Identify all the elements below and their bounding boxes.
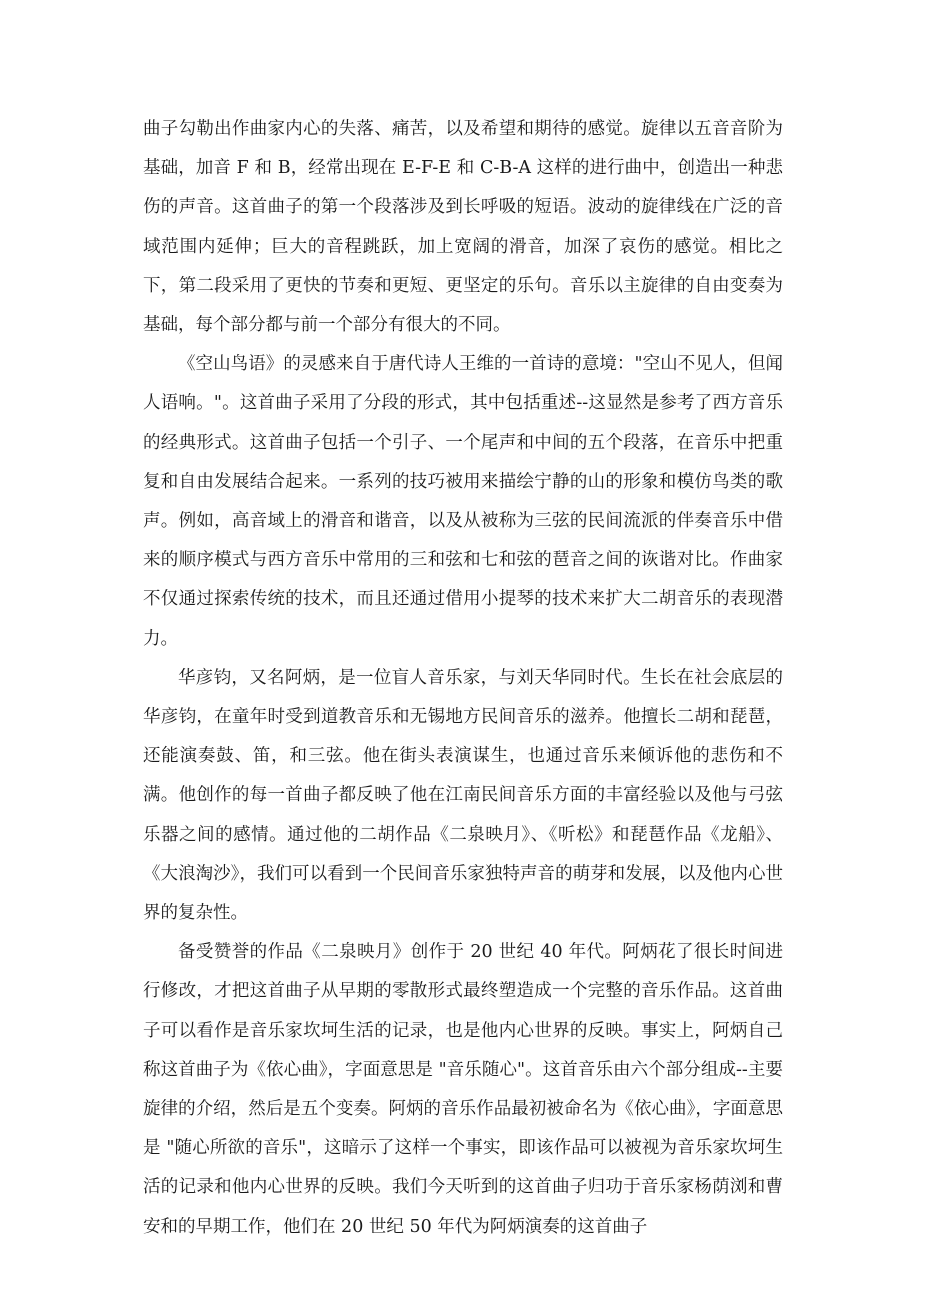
paragraph-continuation: 曲子勾勒出作曲家内心的失落、痛苦，以及希望和期待的感觉。旋律以五音音阶为基础，加音 F 和 B，经常出现在 E-F-E 和 C-B-A 这样的进行曲中，创造出一种悲伤的声音。这首曲子的第一个段落涉及到长呼吸的短语。波动的旋律线在广泛的音域范围内延伸；巨大的音程跳跃，加上宽阔的滑音，加深了哀伤的感觉。相比之下，第二段采用了更快的节奏和更短、更坚定的乐句。音乐以主旋律的自由变奏为基础，每个部分都与前一个部分有很大的不同。 [143,119,783,336]
paragraph-erquan-yingyue: 备受赞誉的作品《二泉映月》创作于 20 世纪 40 年代。阿炳花了很长时间进行修改，才把这首曲子从早期的零散形式最终塑造成一个完整的音乐作品。这首曲子可以看作是音乐家坎坷生活的记录，也是他内心世界的反映。事实上，阿炳自己称这首曲子为《依心曲》，字面意思是 "音乐随心"。这首音乐由六个部分组成--主要旋律的介绍，然后是五个变奏。阿炳的音乐作品最初被命名为《依心曲》，字面意思是 "随心所欲的音乐"，这暗示了这样一个事实，即该作品可以被视为音乐家坎坷生活的记录和他内心世界的反映。我们今天听到的这首曲子归功于音乐家杨荫浏和曹安和的早期工作，他们在 20 世纪 50 年代为阿炳演奏的这首曲子 [143,942,783,1237]
paragraph-kongshan-niaoyu: 《空山鸟语》的灵感来自于唐代诗人王维的一首诗的意境："空山不见人，但闻人语响。"。这首曲子采用了分段的形式，其中包括重述--这显然是参考了西方音乐的经典形式。这首曲子包括一个引子、一个尾声和中间的五个段落，在音乐中把重复和自由发展结合起来。一系列的技巧被用来描绘宁静的山的形象和模仿鸟类的歌声。例如，高音域上的滑音和谐音，以及从被称为三弦的民间流派的伴奏音乐中借来的顺序模式与西方音乐中常用的三和弦和七和弦的琶音之间的诙谐对比。作曲家不仅通过探索传统的技术，而且还通过借用小提琴的技术来扩大二胡音乐的表现潜力。 [143,354,783,649]
document-page [143,110,783,1247]
paragraph-hua-yanjun: 华彦钧，又名阿炳，是一位盲人音乐家，与刘天华同时代。生长在社会底层的华彦钧，在童年时受到道教音乐和无锡地方民间音乐的滋养。他擅长二胡和琵琶，还能演奏鼓、笛，和三弦。他在街头表演谋生，也通过音乐来倾诉他的悲伤和不满。他创作的每一首曲子都反映了他在江南民间音乐方面的丰富经验以及他与弓弦乐器之间的感情。通过他的二胡作品《二泉映月》、《听松》和琵琶作品《龙船》、《大浪淘沙》，我们可以看到一个民间音乐家独特声音的萌芽和发展，以及他内心世界的复杂性。 [143,667,783,924]
